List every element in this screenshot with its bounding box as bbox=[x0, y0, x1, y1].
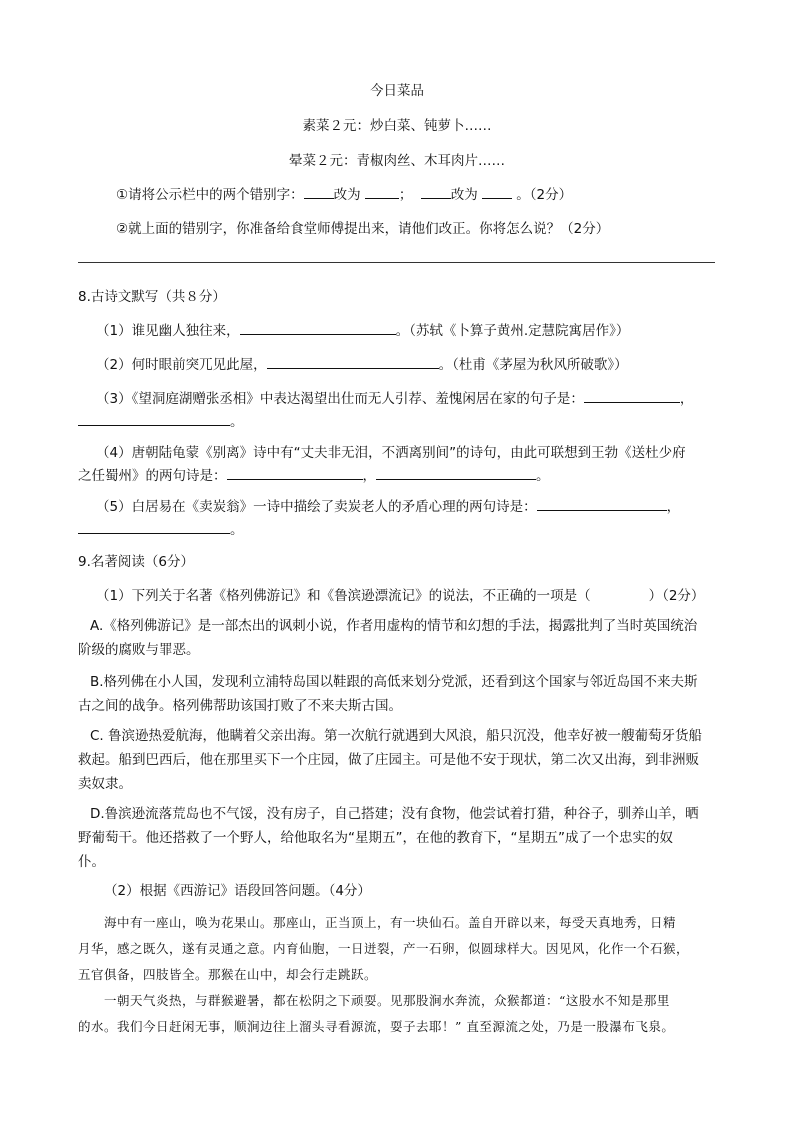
answer-line[interactable] bbox=[78, 262, 715, 263]
q8-item-4-cont bbox=[78, 464, 550, 484]
option-c[interactable] bbox=[78, 724, 718, 796]
option-b[interactable] bbox=[78, 670, 718, 718]
q8-item-2 bbox=[96, 353, 628, 373]
option-text: 古之间的战争。格列佛帮助该国打败了不来夫斯古国。 bbox=[78, 698, 402, 714]
question-text: ）（2分） bbox=[648, 588, 705, 604]
question-text: 改为 bbox=[333, 187, 361, 203]
question-text: 。（苏轼《卜算子黄州.定慧院寓居作》） bbox=[395, 323, 630, 339]
option-d[interactable] bbox=[78, 802, 718, 874]
q8-item-4: （4）唐朝陆龟蒙《别离》诗中有“丈夫非无泪，不洒离别间”的诗句，由此可联想到王勃《送杜少府 bbox=[96, 445, 686, 461]
question-typo-1 bbox=[116, 183, 572, 203]
option-text: C. 鲁滨逊热爱航海，他瞒着父亲出海。第一次航行就遇到大风浪，船只沉没，他幸好被一艘葡萄牙货船 bbox=[90, 728, 703, 744]
question-text: （1）下列关于名著《格列佛游记》和《鲁滨逊漂流记》的说法，不正确的一项是（ bbox=[96, 588, 591, 604]
question-text: （5）白居易在《卖炭翁》一诗中描绘了卖炭老人的矛盾心理的两句诗是： bbox=[96, 499, 537, 515]
answer-blank[interactable] bbox=[365, 184, 399, 199]
q8-item-3-cont bbox=[78, 410, 244, 430]
answer-blank[interactable] bbox=[421, 184, 451, 199]
excerpt-line: 一朝天气炎热，与群猴避暑，都在松阴之下顽耍。见那股涧水奔流，众猴都道：“这股水不知是那里 bbox=[104, 993, 670, 1008]
question-text: （1）谁见幽人独往来， bbox=[96, 323, 240, 339]
answer-blank[interactable] bbox=[240, 320, 396, 335]
option-text: 野葡萄干。他还搭救了一个野人，给他取名为“星期五”，在他的教育下，“星期五”成了一个忠实的奴 bbox=[78, 830, 673, 846]
q8-item-1 bbox=[96, 319, 629, 339]
answer-blank[interactable] bbox=[376, 465, 536, 480]
excerpt-line: 月华，感之既久，遂有灵通之意。内育仙胞，一日迸裂，产一石卵，似圆球样大。因见风，化作一个石猴， bbox=[78, 941, 690, 956]
question-text: 。 bbox=[230, 414, 244, 430]
option-text: D.鲁滨逊流落荒岛也不气馁，没有房子，自己搭建；没有食物，他尝试着打猎，种谷子，驯养山羊，晒 bbox=[90, 806, 699, 822]
question-text: ， bbox=[679, 391, 694, 407]
option-text: 救起。船到巴西后，他在那里买下一个庄园，做了庄园主。可是他不安于现状，第二次又出海，到非洲贩 bbox=[78, 752, 699, 768]
excerpt-paragraph-2 bbox=[78, 988, 728, 1040]
answer-blank[interactable] bbox=[584, 388, 680, 403]
menu-meat-line: 晕菜２元：青椒肉丝、木耳肉片…… bbox=[289, 153, 505, 169]
menu-veg-line: 素菜２元：炒白菜、钝萝卜…… bbox=[302, 118, 492, 134]
answer-blank[interactable] bbox=[304, 184, 334, 199]
question-text: 。（杜甫《茅屋为秋风所破歌》） bbox=[438, 357, 628, 373]
answer-blank[interactable] bbox=[267, 354, 439, 369]
answer-blank[interactable] bbox=[537, 496, 667, 511]
q8-item-3 bbox=[96, 387, 693, 407]
answer-blank[interactable] bbox=[78, 519, 230, 534]
option-text: 仆。 bbox=[78, 854, 105, 870]
answer-blank[interactable] bbox=[78, 411, 230, 426]
q9-part-2: （2）根据《西游记》语段回答问题。（4分） bbox=[104, 883, 371, 899]
option-a[interactable] bbox=[78, 614, 718, 662]
excerpt-line: 五官俱备，四肢皆全。那猴在山中，却会行走跳跃。 bbox=[78, 967, 378, 982]
question-typo-2: ②就上面的错别字，你准备给食堂师傅提出来，请他们改正。你将怎么说？（2分） bbox=[116, 221, 610, 237]
answer-blank[interactable] bbox=[227, 465, 363, 480]
option-text: B.格列佛在小人国，发现利立浦特岛国以鞋跟的高低来划分党派，还看到这个国家与邻近岛国不来夫斯 bbox=[90, 674, 698, 690]
q8-heading: 8.古诗文默写（共８分） bbox=[78, 289, 226, 305]
answer-blank[interactable] bbox=[482, 184, 512, 199]
option-text: 卖奴隶。 bbox=[78, 776, 132, 792]
excerpt-line: 海中有一座山，唤为花果山。那座山，正当顶上，有一块仙石。盖自开辟以来，每受天真地秀，日精 bbox=[104, 915, 677, 930]
excerpt-paragraph-1 bbox=[78, 910, 728, 988]
q9-part-1 bbox=[96, 584, 704, 604]
question-text: （2）何时眼前突兀见此屋， bbox=[96, 357, 267, 373]
menu-title: 今日菜品 bbox=[370, 83, 424, 99]
question-text: ， bbox=[362, 468, 376, 484]
question-text: 之任蜀州》的两句诗是： bbox=[78, 468, 227, 484]
q8-item-5-cont bbox=[78, 518, 244, 538]
question-text: ， bbox=[666, 499, 681, 515]
question-text: 。 bbox=[230, 522, 244, 538]
excerpt-line: 的水。我们今日赶闲无事，顺涧边往上溜头寻看源流，耍子去耶！” 直至源流之处，乃是一股瀑布飞泉。 bbox=[78, 1019, 675, 1034]
option-text: 阶级的腐败与罪恶。 bbox=[78, 642, 200, 658]
option-text: A.《格列佛游记》是一部杰出的讽刺小说，作者用虚构的情节和幻想的手法，揭露批判了当时英国统治 bbox=[90, 618, 698, 634]
question-text: 。 bbox=[536, 468, 550, 484]
q9-heading: 9.名著阅读（6分） bbox=[78, 554, 194, 570]
question-text: 。（2分） bbox=[516, 187, 573, 203]
question-text: ； bbox=[398, 187, 413, 203]
q8-item-5 bbox=[96, 495, 680, 515]
question-text: 改为 bbox=[450, 187, 478, 203]
question-text: ①请将公示栏中的两个错别字： bbox=[116, 187, 304, 203]
question-text: （3）《望洞庭湖赠张丞相》中表达渴望出仕而无人引荐、羞愧闲居在家的句子是： bbox=[96, 391, 584, 407]
